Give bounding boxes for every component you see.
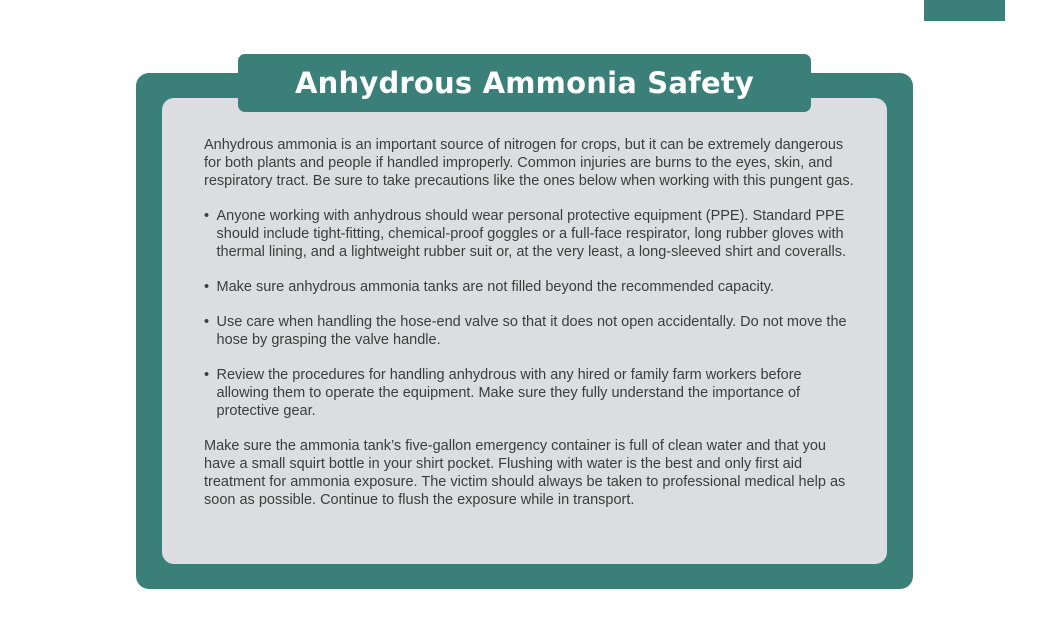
list-item (204, 313, 854, 349)
title-banner (238, 54, 811, 112)
precautions-list (204, 207, 854, 420)
safety-content (204, 136, 854, 509)
list-item (204, 207, 854, 261)
bullet-icon: • (204, 314, 210, 330)
list-item-text: Anyone working with anhydrous should wear personal protective equipment (PPE). Standard PPE should include tight-fitting, chemical-proof goggles or a full-face respirator, long rubber gloves with thermal lining, and a lightweight rubber suit or, at the very least, a long-sleeved shirt and coveralls. (216, 208, 846, 260)
list-item-text: Review the procedures for handling anhydrous with any hired or family farm workers before allowing them to operate the equipment. Make sure they fully understand the importance of protective gear. (216, 367, 802, 419)
bullet-icon: • (204, 208, 210, 224)
bullet-icon: • (204, 279, 210, 295)
list-item (204, 366, 854, 420)
bullet-icon: • (204, 367, 210, 383)
intro-paragraph: Anhydrous ammonia is an important source of nitrogen for crops, but it can be extremely dangerous for both plants and people if handled improperly. Common injuries are burns to the eyes, skin, and respiratory tract. Be sure to take precautions like the ones below when working with this pungent gas. (204, 137, 854, 189)
page-title: Anhydrous Ammonia Safety (295, 66, 754, 100)
list-item-text: Use care when handling the hose-end valve so that it does not open accidentally. Do not move the hose by grasping the valve handle. (216, 314, 847, 348)
list-item (204, 278, 854, 296)
corner-accent-tab (924, 0, 1005, 21)
list-item-text: Make sure anhydrous ammonia tanks are not filled beyond the recommended capacity. (216, 279, 774, 295)
closing-paragraph: Make sure the ammonia tank’s five-gallon emergency container is full of clean water and that you have a small squirt bottle in your shirt pocket. Flushing with water is the best and only first aid treatment for ammonia exposure. The victim should always be taken to professional medical help as soon as possible. Continue to flush the exposure while in transport. (204, 438, 846, 508)
